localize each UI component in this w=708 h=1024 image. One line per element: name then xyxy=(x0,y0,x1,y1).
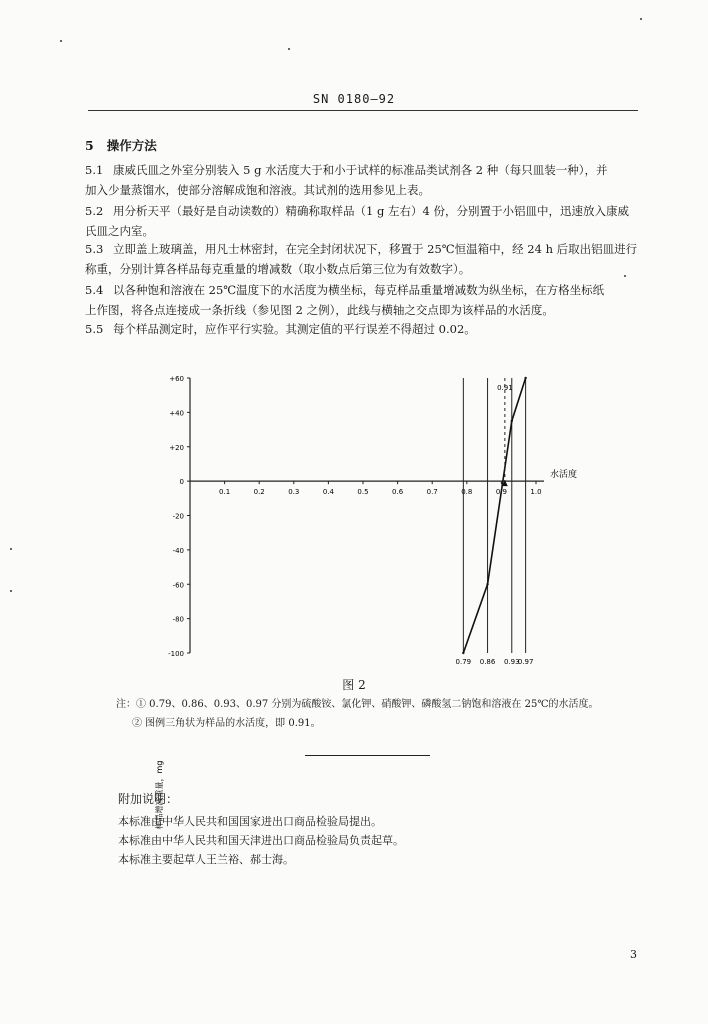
y-tick-label: -20 xyxy=(172,512,184,521)
step-line: 立即盖上玻璃盖，用凡士林密封，在完全封闭状况下，移置于 25℃恒温箱中，经 24 h 后取出铝皿进行 xyxy=(113,242,638,256)
x-tick-label: 0.6 xyxy=(392,488,404,497)
step-5-4 xyxy=(85,280,640,320)
x-tick-label: 0.9 xyxy=(495,488,507,497)
step-number: 5.2 xyxy=(85,204,104,218)
scan-speck xyxy=(60,40,62,42)
note-1 xyxy=(116,697,599,713)
step-5-5 xyxy=(85,319,640,339)
scan-speck xyxy=(288,48,290,50)
appendix-line: 本标准由中华人民共和国国家进出口商品检验局提出。 xyxy=(118,815,382,828)
scan-speck xyxy=(10,590,12,592)
step-line: 上作图，将各点连接成一条折线（参见图 2 之例），此线与横轴之交点即为该样品的水活度。 xyxy=(85,303,554,317)
x-tick-label: 0.3 xyxy=(288,488,300,497)
step-number: 5.4 xyxy=(85,283,104,297)
y-axis-label: 样品增减重量，mg xyxy=(155,760,164,830)
series-point xyxy=(511,420,513,422)
appendix-line: 本标准由中华人民共和国天津进出口商品检验局负责起草。 xyxy=(118,834,404,847)
reference-line-label: 0.86 xyxy=(479,658,496,666)
series-point xyxy=(462,652,464,654)
y-tick-label: +20 xyxy=(169,443,184,452)
reference-line-label: 0.97 xyxy=(517,658,534,666)
step-line: 加入少量蒸馏水，使部分溶解成饱和溶液。其试剂的选用参见上表。 xyxy=(85,183,430,197)
x-tick-label: 0.1 xyxy=(219,488,231,497)
step-number: 5.1 xyxy=(85,163,104,177)
x-tick-label: 0.2 xyxy=(253,488,265,497)
series-line xyxy=(463,378,525,653)
y-tick-label: -60 xyxy=(172,581,184,590)
section-divider xyxy=(305,755,430,756)
x-tick-label: 1.0 xyxy=(530,488,542,497)
intersection-label: 0.91 xyxy=(497,384,513,392)
series-point xyxy=(486,583,488,585)
appendix-line: 本标准主要起草人王兰裕、郝士海。 xyxy=(118,853,294,866)
series-layer xyxy=(462,377,527,654)
page-number: 3 xyxy=(630,948,637,961)
note-lead: 注： xyxy=(116,699,136,710)
section-heading xyxy=(85,136,157,154)
series-point xyxy=(524,377,526,379)
axes-layer xyxy=(190,378,544,653)
step-5-2 xyxy=(85,201,640,241)
note-text: ② 图例三角状为样品的水活度，即 0.91。 xyxy=(132,718,321,729)
step-line: 每个样品测定时，应作平行实验。其测定值的平行误差不得超过 0.02。 xyxy=(113,322,476,336)
x-tick-label: 0.7 xyxy=(426,488,438,497)
header-rule xyxy=(88,110,638,111)
note-2 xyxy=(132,716,321,732)
reference-lines xyxy=(456,378,534,666)
step-number: 5.3 xyxy=(85,242,104,256)
x-tick-label: 0.8 xyxy=(461,488,473,497)
step-line: 氏皿之内室。 xyxy=(85,224,154,238)
scan-speck xyxy=(10,548,12,550)
step-line: 以各种饱和溶液在 25℃温度下的水活度为横坐标，每克样品重量增减数为纵坐标，在方格坐标纸 xyxy=(113,283,605,297)
step-5-1 xyxy=(85,160,640,200)
step-line: 用分析天平（最好是自动读数的）精确称取样品（1 g 左右）4 份，分别置于小铝皿中，迅速放入康威 xyxy=(113,204,629,218)
x-tick-label: 0.5 xyxy=(357,488,369,497)
section-title: 操作方法 xyxy=(106,138,157,153)
x-axis-label: 水活度 xyxy=(550,470,578,480)
y-tick-label: -100 xyxy=(168,650,184,658)
tick-layer xyxy=(168,375,541,658)
y-tick-label: -80 xyxy=(172,615,184,624)
y-tick-label: 0 xyxy=(179,478,184,487)
scan-speck xyxy=(624,275,626,277)
y-tick-label: +60 xyxy=(169,375,184,383)
y-tick-label: -40 xyxy=(172,546,184,555)
scan-speck xyxy=(640,18,642,20)
standard-code: SN 0180—92 xyxy=(312,92,396,106)
note-text: ① 0.79、0.86、0.93、0.97 分别为硫酸铵、氯化钾、硝酸钾、磷酸氢二钠饱和溶液在 25℃的水活度。 xyxy=(136,699,599,710)
step-line: 康威氏皿之外室分别装入 5 g 水活度大于和小于试样的标准品类试剂各 2 种（每只皿装一种），并 xyxy=(113,163,608,177)
step-5-3 xyxy=(85,239,640,279)
x-tick-label: 0.4 xyxy=(322,488,334,497)
step-number: 5.5 xyxy=(85,322,104,336)
appendix-title: 附加说明： xyxy=(118,792,179,806)
reference-line-label: 0.79 xyxy=(455,658,472,666)
reference-line-label: 0.93 xyxy=(503,658,520,666)
y-tick-label: +40 xyxy=(169,409,184,418)
section-number: 5 xyxy=(85,138,94,153)
figure-caption: 图 2 xyxy=(342,678,366,692)
step-line: 称重，分别计算各样品每克重量的增减数（取小数点后第三位为有效数字）。 xyxy=(85,262,471,276)
